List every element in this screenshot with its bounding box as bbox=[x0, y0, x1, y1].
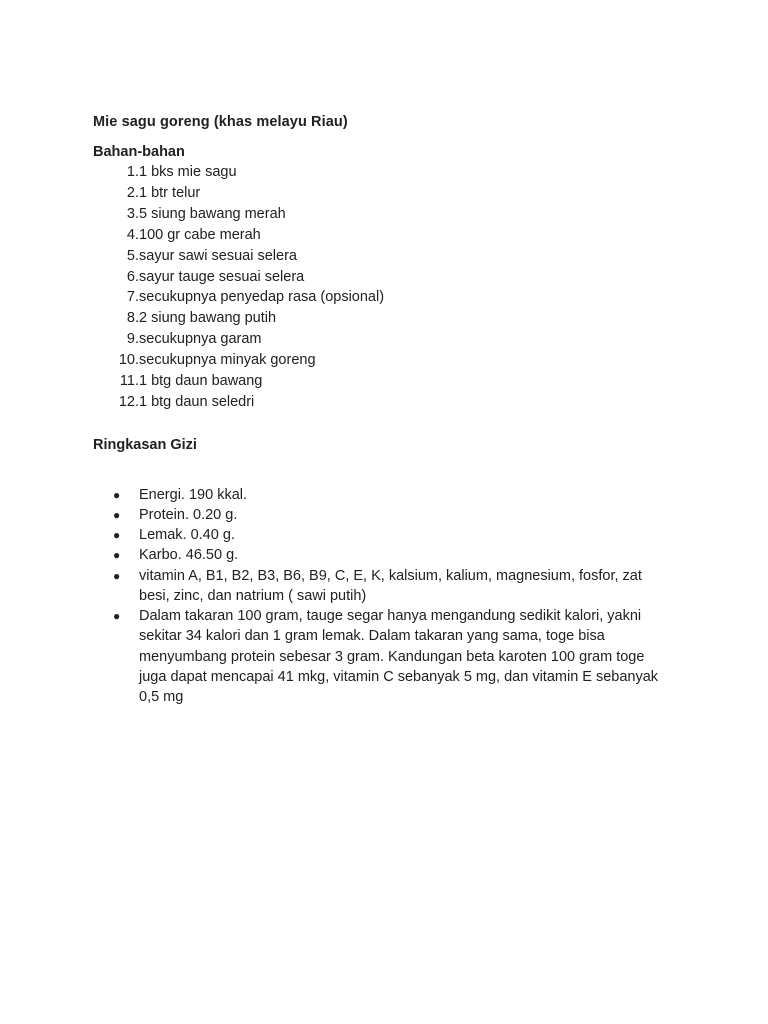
nutrition-list bbox=[93, 485, 673, 707]
bullet-icon: ● bbox=[113, 528, 121, 543]
list-number: 8. bbox=[126, 310, 139, 327]
ingredient-text: 1 btr telur bbox=[139, 184, 201, 201]
bullet-icon: ● bbox=[113, 548, 121, 563]
list-number: 10. bbox=[118, 352, 139, 369]
ingredient-text: 1 btg daun seledri bbox=[139, 393, 255, 410]
bullet-icon: ● bbox=[113, 609, 121, 624]
nutrition-text: Lemak. 0.40 g. bbox=[139, 527, 235, 544]
bullet-icon: ● bbox=[113, 487, 121, 502]
list-number: 4. bbox=[126, 226, 139, 243]
ingredient-text: 100 gr cabe merah bbox=[139, 226, 261, 243]
list-number: 3. bbox=[126, 205, 139, 222]
list-number: 7. bbox=[126, 289, 139, 306]
list-item bbox=[93, 225, 673, 246]
list-item bbox=[93, 308, 673, 329]
ingredient-text: secukupnya penyedap rasa (opsional) bbox=[139, 289, 385, 306]
list-item bbox=[93, 204, 673, 225]
list-item bbox=[93, 350, 673, 371]
list-number: 11. bbox=[119, 373, 139, 390]
list-item bbox=[93, 371, 673, 392]
nutrition-heading: Ringkasan Gizi bbox=[93, 436, 197, 453]
ingredient-text: secukupnya garam bbox=[139, 331, 262, 348]
list-item bbox=[93, 287, 673, 308]
list-item bbox=[93, 566, 673, 606]
list-item bbox=[93, 606, 673, 707]
list-item bbox=[93, 545, 673, 565]
ingredient-text: 1 bks mie sagu bbox=[139, 164, 237, 180]
bullet-icon: ● bbox=[113, 508, 121, 523]
list-item bbox=[93, 329, 673, 350]
list-number: 9. bbox=[126, 331, 139, 348]
ingredient-text: sayur tauge sesuai selera bbox=[139, 268, 305, 285]
ingredients-list bbox=[93, 162, 673, 413]
nutrition-text: Energi. 190 kkal. bbox=[139, 486, 248, 503]
nutrition-text: Dalam takaran 100 gram, tauge segar hanya mengandung sedikit kalori, yakni sekitar 34 kalori dan 1 gram lemak. Dalam takaran yang sama, toge bisa menyumbang protein sebesar 3 gram. Kandungan beta karoten 100 gram toge juga dapat mencapai 41 mkg, vitamin C sebanyak 5 mg, dan vitamin E sebanyak 0,5 mg bbox=[139, 608, 659, 705]
list-number: 12. bbox=[118, 393, 139, 410]
list-item bbox=[93, 505, 673, 525]
ingredient-text: 1 btg daun bawang bbox=[139, 373, 263, 390]
list-item bbox=[93, 183, 673, 204]
ingredients-heading: Bahan-bahan bbox=[93, 144, 185, 160]
nutrition-text: Protein. 0.20 g. bbox=[139, 507, 238, 524]
list-item bbox=[93, 162, 673, 183]
bullet-icon: ● bbox=[113, 568, 121, 583]
list-item bbox=[93, 267, 673, 288]
ingredient-text: 5 siung bawang merah bbox=[139, 205, 286, 222]
list-number: 6. bbox=[126, 268, 139, 285]
list-item bbox=[93, 485, 673, 505]
nutrition-text: vitamin A, B1, B2, B3, B6, B9, C, E, K, kalsium, kalium, magnesium, fosfor, zat besi, zinc, dan natrium ( sawi putih) bbox=[139, 567, 642, 604]
ingredient-text: sayur sawi sesuai selera bbox=[139, 247, 297, 264]
list-number: 1. bbox=[126, 164, 139, 180]
ingredient-text: secukupnya minyak goreng bbox=[139, 352, 316, 369]
list-item bbox=[93, 525, 673, 545]
nutrition-text: Karbo. 46.50 g. bbox=[139, 547, 239, 564]
list-item bbox=[93, 392, 673, 413]
recipe-title: Mie sagu goreng (khas melayu Riau) bbox=[93, 114, 348, 130]
list-item bbox=[93, 246, 673, 267]
document-body bbox=[93, 112, 673, 707]
list-number: 5. bbox=[126, 247, 139, 264]
list-number: 2. bbox=[126, 184, 139, 201]
ingredient-text: 2 siung bawang putih bbox=[139, 310, 277, 327]
